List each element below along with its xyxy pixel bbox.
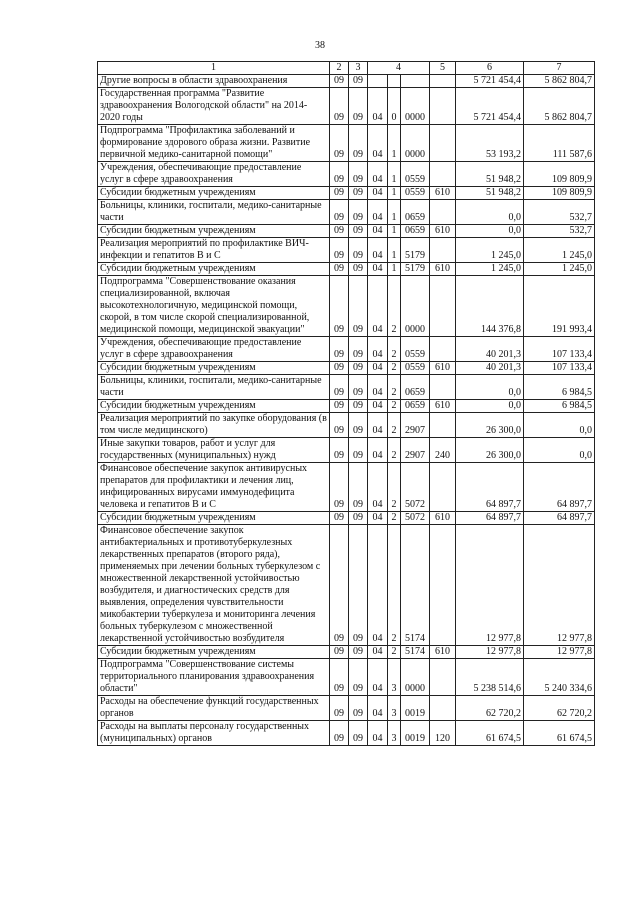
table-row (98, 187, 595, 200)
row-code-4b: 2 (388, 463, 401, 512)
row-value-7: 0,0 (524, 438, 595, 463)
row-name: Субсидии бюджетным учреждениям (98, 512, 330, 525)
row-code-2: 09 (330, 463, 349, 512)
row-value-6: 64 897,7 (456, 512, 524, 525)
row-code-4b: 1 (388, 225, 401, 238)
row-code-4b: 0 (388, 88, 401, 125)
row-code-4c: 5179 (401, 263, 430, 276)
table-row (98, 125, 595, 162)
table-header-row (98, 62, 595, 75)
row-code-4c (401, 75, 430, 88)
row-name: Другие вопросы в области здравоохранения (98, 75, 330, 88)
table-row (98, 696, 595, 721)
row-name: Учреждения, обеспечивающие предоставление услуг в сфере здравоохранения (98, 337, 330, 362)
row-value-7: 0,0 (524, 413, 595, 438)
row-code-4a: 04 (368, 438, 388, 463)
row-code-3: 09 (349, 646, 368, 659)
row-name: Больницы, клиники, госпитали, медико-санитарные части (98, 200, 330, 225)
row-value-6: 26 300,0 (456, 413, 524, 438)
row-code-5: 240 (430, 438, 456, 463)
row-code-4a: 04 (368, 646, 388, 659)
row-code-5: 610 (430, 187, 456, 200)
header-col-5: 5 (430, 62, 456, 75)
row-code-4a: 04 (368, 276, 388, 337)
row-code-4b: 2 (388, 413, 401, 438)
row-value-7: 107 133,4 (524, 362, 595, 375)
row-code-4c: 5072 (401, 512, 430, 525)
row-code-3: 09 (349, 88, 368, 125)
row-code-4a: 04 (368, 337, 388, 362)
row-value-7: 61 674,5 (524, 721, 595, 746)
row-value-7: 532,7 (524, 200, 595, 225)
row-code-3: 09 (349, 512, 368, 525)
row-code-4c: 0000 (401, 125, 430, 162)
row-name: Финансовое обеспечение закупок антибактериальных и противотуберкулезных лекарственных препаратов (второго ряда), применяемых при лечении больных туберкулезом с множественной лекарственной устойчивостью возбудителя, и диагностических средств для выявления, определения чувствительности микобактерии туберкулеза и мониторинга лечения больных туберкулезом с множественной лекарственной устойчивостью возбудителя (98, 525, 330, 646)
row-code-5: 610 (430, 646, 456, 659)
row-name: Расходы на выплаты персоналу государственных (муниципальных) органов (98, 721, 330, 746)
row-value-7: 12 977,8 (524, 525, 595, 646)
row-code-5: 610 (430, 362, 456, 375)
table-row (98, 225, 595, 238)
row-value-7: 532,7 (524, 225, 595, 238)
row-value-6: 1 245,0 (456, 263, 524, 276)
row-value-7: 111 587,6 (524, 125, 595, 162)
row-code-3: 09 (349, 362, 368, 375)
row-code-3: 09 (349, 438, 368, 463)
row-name: Субсидии бюджетным учреждениям (98, 187, 330, 200)
row-code-4c: 2907 (401, 413, 430, 438)
row-code-4c: 0019 (401, 721, 430, 746)
row-value-7: 5 862 804,7 (524, 88, 595, 125)
row-name: Подпрограмма "Совершенствование системы территориального планирования здравоохранения области" (98, 659, 330, 696)
table-row (98, 238, 595, 263)
row-code-4a: 04 (368, 125, 388, 162)
row-name: Реализация мероприятий по профилактике ВИЧ-инфекции и гепатитов В и С (98, 238, 330, 263)
row-value-6: 51 948,2 (456, 162, 524, 187)
row-name: Иные закупки товаров, работ и услуг для государственных (муниципальных) нужд (98, 438, 330, 463)
row-value-6: 5 238 514,6 (456, 659, 524, 696)
row-code-5 (430, 162, 456, 187)
row-code-2: 09 (330, 413, 349, 438)
table-row (98, 413, 595, 438)
row-code-4c: 0659 (401, 375, 430, 400)
row-code-3: 09 (349, 75, 368, 88)
row-code-4b: 2 (388, 276, 401, 337)
row-code-4b: 2 (388, 400, 401, 413)
row-code-4c: 0559 (401, 187, 430, 200)
row-code-2: 09 (330, 88, 349, 125)
row-code-4c: 0559 (401, 337, 430, 362)
row-code-3: 09 (349, 337, 368, 362)
row-code-4c: 0000 (401, 88, 430, 125)
row-value-6: 12 977,8 (456, 646, 524, 659)
row-code-5 (430, 337, 456, 362)
row-code-2: 09 (330, 238, 349, 263)
row-name: Учреждения, обеспечивающие предоставление услуг в сфере здравоохранения (98, 162, 330, 187)
row-value-7: 1 245,0 (524, 238, 595, 263)
table-row (98, 276, 595, 337)
row-code-4a: 04 (368, 463, 388, 512)
row-code-2: 09 (330, 276, 349, 337)
row-code-2: 09 (330, 512, 349, 525)
row-code-4a: 04 (368, 375, 388, 400)
row-code-3: 09 (349, 525, 368, 646)
row-value-6: 51 948,2 (456, 187, 524, 200)
row-name: Субсидии бюджетным учреждениям (98, 263, 330, 276)
row-code-4a: 04 (368, 200, 388, 225)
table-row (98, 400, 595, 413)
page-number: 38 (315, 40, 325, 51)
table-row (98, 337, 595, 362)
row-code-2: 09 (330, 75, 349, 88)
row-name: Субсидии бюджетным учреждениям (98, 646, 330, 659)
row-code-5 (430, 696, 456, 721)
row-code-4b: 1 (388, 238, 401, 263)
row-value-6: 62 720,2 (456, 696, 524, 721)
row-code-4b: 1 (388, 200, 401, 225)
row-code-4a: 04 (368, 525, 388, 646)
header-col-6: 6 (456, 62, 524, 75)
row-code-3: 09 (349, 125, 368, 162)
table-row (98, 162, 595, 187)
row-value-7: 109 809,9 (524, 187, 595, 200)
row-code-2: 09 (330, 400, 349, 413)
row-code-4a: 04 (368, 659, 388, 696)
row-value-6: 0,0 (456, 400, 524, 413)
row-code-4b: 2 (388, 438, 401, 463)
row-value-7: 64 897,7 (524, 512, 595, 525)
header-col-1: 1 (98, 62, 330, 75)
row-code-4a: 04 (368, 238, 388, 263)
row-code-4c: 0659 (401, 200, 430, 225)
table-body (98, 62, 595, 746)
row-code-4b: 3 (388, 721, 401, 746)
row-code-3: 09 (349, 463, 368, 512)
header-col-3: 3 (349, 62, 368, 75)
row-code-5: 610 (430, 400, 456, 413)
row-code-4b: 1 (388, 187, 401, 200)
row-code-5 (430, 238, 456, 263)
row-code-4a (368, 75, 388, 88)
row-value-7: 12 977,8 (524, 646, 595, 659)
row-code-3: 09 (349, 200, 368, 225)
row-code-4c: 0659 (401, 400, 430, 413)
table-row (98, 375, 595, 400)
row-value-6: 40 201,3 (456, 362, 524, 375)
row-code-4c: 0659 (401, 225, 430, 238)
row-code-4c: 0000 (401, 276, 430, 337)
table-row (98, 721, 595, 746)
row-code-3: 09 (349, 400, 368, 413)
table-row (98, 200, 595, 225)
row-code-2: 09 (330, 337, 349, 362)
row-value-7: 6 984,5 (524, 400, 595, 413)
row-code-4b: 2 (388, 646, 401, 659)
row-code-2: 09 (330, 125, 349, 162)
table-row (98, 659, 595, 696)
row-value-6: 0,0 (456, 375, 524, 400)
row-code-5 (430, 276, 456, 337)
row-code-4b: 2 (388, 375, 401, 400)
row-value-6: 26 300,0 (456, 438, 524, 463)
row-value-7: 191 993,4 (524, 276, 595, 337)
table-row (98, 362, 595, 375)
row-code-5 (430, 200, 456, 225)
row-code-5 (430, 125, 456, 162)
row-code-4c: 0000 (401, 659, 430, 696)
row-name: Реализация мероприятий по закупке оборудования (в том числе медицинского) (98, 413, 330, 438)
table-row (98, 438, 595, 463)
row-value-6: 144 376,8 (456, 276, 524, 337)
row-value-7: 6 984,5 (524, 375, 595, 400)
header-col-7: 7 (524, 62, 595, 75)
row-code-3: 09 (349, 225, 368, 238)
row-code-4a: 04 (368, 362, 388, 375)
row-code-2: 09 (330, 162, 349, 187)
row-value-7: 64 897,7 (524, 463, 595, 512)
row-code-4c: 5174 (401, 646, 430, 659)
row-name: Субсидии бюджетным учреждениям (98, 362, 330, 375)
row-value-6: 5 721 454,4 (456, 88, 524, 125)
row-code-3: 09 (349, 375, 368, 400)
header-col-2: 2 (330, 62, 349, 75)
row-value-6: 1 245,0 (456, 238, 524, 263)
row-code-2: 09 (330, 200, 349, 225)
row-code-4b: 1 (388, 162, 401, 187)
row-code-5 (430, 525, 456, 646)
row-code-4a: 04 (368, 225, 388, 238)
row-code-5 (430, 75, 456, 88)
row-code-4b: 2 (388, 525, 401, 646)
row-code-3: 09 (349, 276, 368, 337)
row-code-4b: 3 (388, 696, 401, 721)
row-code-4a: 04 (368, 162, 388, 187)
row-code-2: 09 (330, 438, 349, 463)
row-value-6: 12 977,8 (456, 525, 524, 646)
row-code-2: 09 (330, 646, 349, 659)
table-row (98, 646, 595, 659)
row-code-4c: 0559 (401, 362, 430, 375)
row-name: Подпрограмма "Совершенствование оказания специализированной, включая высокотехнологичную, медицинской помощи, скорой, в том числе скорой специализированной, медицинской помощи, медицинской эвакуации" (98, 276, 330, 337)
row-code-2: 09 (330, 659, 349, 696)
row-code-2: 09 (330, 362, 349, 375)
row-value-7: 107 133,4 (524, 337, 595, 362)
row-code-3: 09 (349, 187, 368, 200)
row-code-4b: 2 (388, 337, 401, 362)
table-row (98, 512, 595, 525)
row-value-7: 1 245,0 (524, 263, 595, 276)
row-value-6: 5 721 454,4 (456, 75, 524, 88)
row-code-4b: 1 (388, 125, 401, 162)
row-code-4a: 04 (368, 88, 388, 125)
row-code-3: 09 (349, 238, 368, 263)
row-code-4a: 04 (368, 696, 388, 721)
row-code-3: 09 (349, 659, 368, 696)
row-code-4b (388, 75, 401, 88)
row-value-7: 62 720,2 (524, 696, 595, 721)
row-code-5 (430, 375, 456, 400)
row-code-4b: 3 (388, 659, 401, 696)
row-name: Больницы, клиники, госпитали, медико-санитарные части (98, 375, 330, 400)
row-name: Финансовое обеспечение закупок антивирусных препаратов для профилактики и лечения лиц, инфицированных вирусами иммунодефицита человека и гепатитов В и С (98, 463, 330, 512)
row-code-4c: 0019 (401, 696, 430, 721)
header-col-4: 4 (368, 62, 430, 75)
row-name: Государственная программа "Развитие здравоохранения Вологодской области" на 2014-2020 годы (98, 88, 330, 125)
row-code-5 (430, 463, 456, 512)
row-value-6: 64 897,7 (456, 463, 524, 512)
row-code-5: 610 (430, 225, 456, 238)
row-value-6: 53 193,2 (456, 125, 524, 162)
row-code-3: 09 (349, 696, 368, 721)
row-name: Расходы на обеспечение функций государственных органов (98, 696, 330, 721)
row-code-4a: 04 (368, 187, 388, 200)
row-code-4a: 04 (368, 721, 388, 746)
row-value-6: 61 674,5 (456, 721, 524, 746)
row-value-7: 5 240 334,6 (524, 659, 595, 696)
row-code-5 (430, 88, 456, 125)
row-code-2: 09 (330, 225, 349, 238)
row-code-3: 09 (349, 263, 368, 276)
row-code-4b: 1 (388, 263, 401, 276)
row-code-2: 09 (330, 375, 349, 400)
row-value-6: 40 201,3 (456, 337, 524, 362)
row-code-4c: 5174 (401, 525, 430, 646)
row-code-4b: 2 (388, 512, 401, 525)
row-code-5 (430, 413, 456, 438)
row-code-2: 09 (330, 525, 349, 646)
row-code-2: 09 (330, 263, 349, 276)
row-value-6: 0,0 (456, 225, 524, 238)
row-code-4a: 04 (368, 400, 388, 413)
table-row (98, 88, 595, 125)
row-value-7: 109 809,9 (524, 162, 595, 187)
row-code-5: 610 (430, 263, 456, 276)
row-name: Субсидии бюджетным учреждениям (98, 225, 330, 238)
row-name: Подпрограмма "Профилактика заболеваний и формирование здорового образа жизни. Развитие первичной медико-санитарной помощи" (98, 125, 330, 162)
row-code-4a: 04 (368, 263, 388, 276)
row-code-4c: 0559 (401, 162, 430, 187)
row-code-4b: 2 (388, 362, 401, 375)
row-value-7: 5 862 804,7 (524, 75, 595, 88)
row-code-4c: 5179 (401, 238, 430, 263)
row-code-4a: 04 (368, 512, 388, 525)
row-code-2: 09 (330, 696, 349, 721)
row-code-5 (430, 659, 456, 696)
row-value-6: 0,0 (456, 200, 524, 225)
row-code-4c: 5072 (401, 463, 430, 512)
row-name: Субсидии бюджетным учреждениям (98, 400, 330, 413)
budget-table (97, 61, 595, 746)
row-code-3: 09 (349, 721, 368, 746)
row-code-5: 120 (430, 721, 456, 746)
table-row (98, 525, 595, 646)
table-row (98, 75, 595, 88)
table-row (98, 263, 595, 276)
row-code-3: 09 (349, 413, 368, 438)
row-code-4a: 04 (368, 413, 388, 438)
row-code-4c: 2907 (401, 438, 430, 463)
row-code-2: 09 (330, 187, 349, 200)
table-row (98, 463, 595, 512)
row-code-5: 610 (430, 512, 456, 525)
row-code-3: 09 (349, 162, 368, 187)
row-code-2: 09 (330, 721, 349, 746)
